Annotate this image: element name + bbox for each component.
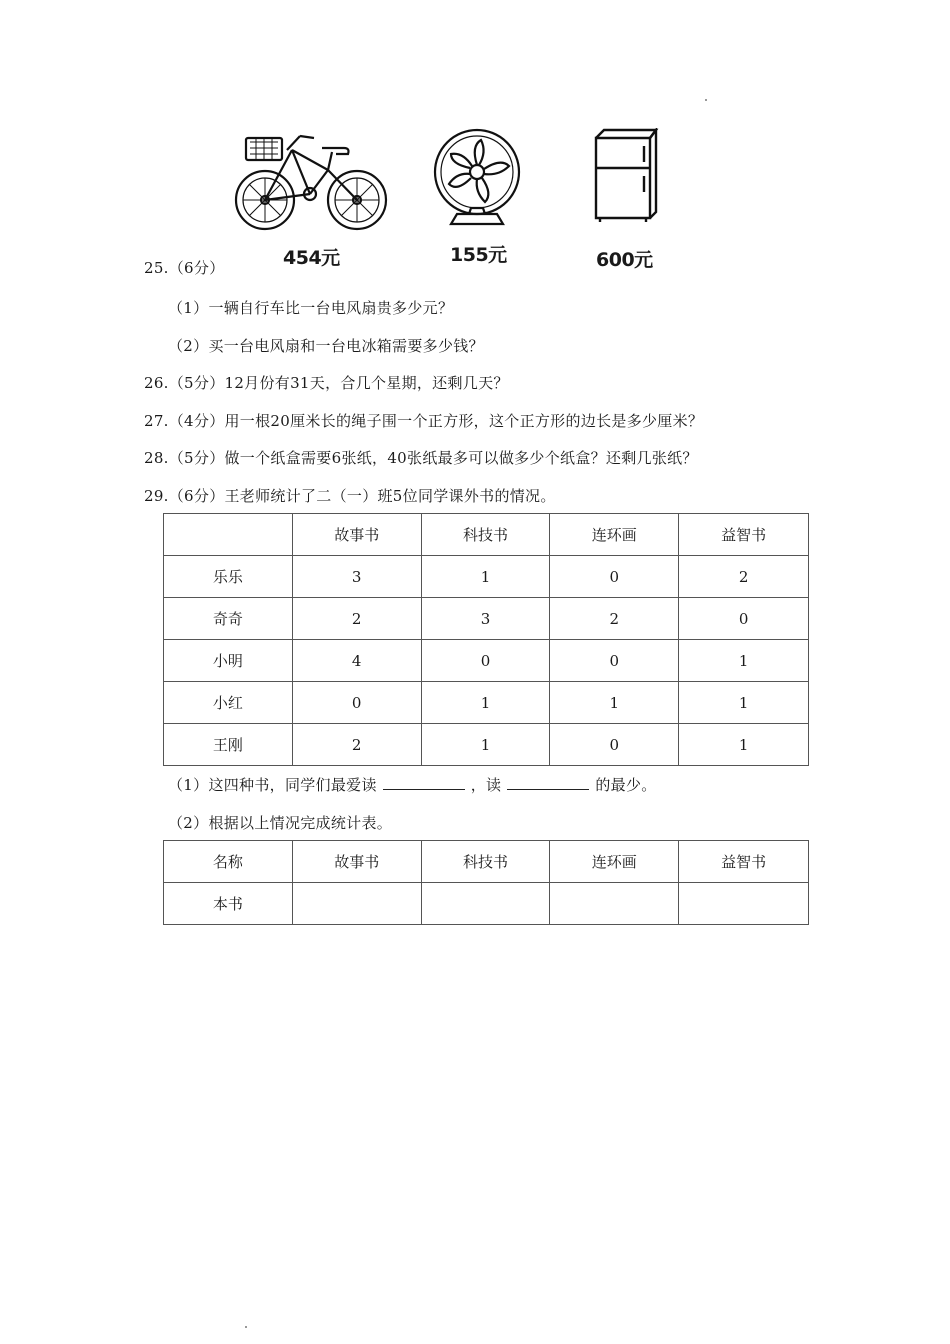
table-header-cell: 连环画 bbox=[550, 841, 679, 883]
table-header-cell bbox=[164, 514, 293, 556]
table-cell: 1 bbox=[421, 724, 550, 766]
table-row bbox=[164, 682, 809, 724]
refrigerator-price: 600元 bbox=[596, 249, 653, 271]
q29-sub1-text-a: （1）这四种书，同学们最爱读 bbox=[168, 776, 377, 794]
table-cell: 小明 bbox=[164, 640, 293, 682]
table-cell: 0 bbox=[421, 640, 550, 682]
book-survey-table bbox=[163, 513, 809, 766]
table-cell: 3 bbox=[292, 556, 421, 598]
answer-cell[interactable] bbox=[421, 883, 550, 925]
q29-sub1-text-b: ，读 bbox=[470, 776, 502, 794]
answer-cell[interactable] bbox=[679, 883, 809, 925]
answer-blank-least[interactable] bbox=[507, 775, 589, 790]
table-header-cell: 故事书 bbox=[292, 514, 421, 556]
table-header-cell: 连环画 bbox=[550, 514, 679, 556]
table-row bbox=[164, 556, 809, 598]
table-cell: 2 bbox=[292, 598, 421, 640]
q25-header: 25.（6分） bbox=[144, 259, 225, 277]
table-cell: 2 bbox=[550, 598, 679, 640]
statistics-table bbox=[163, 840, 809, 925]
table-cell: 0 bbox=[550, 640, 679, 682]
table-row-label: 本书 bbox=[164, 883, 293, 925]
q29-subquestion-1 bbox=[168, 775, 657, 795]
bicycle-price: 454元 bbox=[283, 247, 340, 269]
table-cell: 1 bbox=[679, 682, 809, 724]
q28-text: 28.（5分）做一个纸盒需要6张纸，40张纸最多可以做多少个纸盒？还剩几张纸？ bbox=[144, 449, 698, 467]
q25-subquestion-1: （1）一辆自行车比一台电风扇贵多少元？ bbox=[168, 299, 454, 317]
q27-text: 27.（4分）用一根20厘米长的绳子围一个正方形，这个正方形的边长是多少厘米？ bbox=[144, 412, 704, 430]
table-row bbox=[164, 640, 809, 682]
table-cell: 1 bbox=[679, 640, 809, 682]
q29-subquestion-2: （2）根据以上情况完成统计表。 bbox=[168, 814, 393, 832]
table-cell: 1 bbox=[421, 556, 550, 598]
bicycle-icon bbox=[232, 128, 392, 234]
scan-dot bbox=[245, 1326, 247, 1328]
table-cell: 1 bbox=[421, 682, 550, 724]
table-header-cell: 科技书 bbox=[421, 841, 550, 883]
q29-sub1-text-c: 的最少。 bbox=[595, 776, 657, 794]
table-cell: 2 bbox=[679, 556, 809, 598]
table-cell: 0 bbox=[550, 556, 679, 598]
fan-price: 155元 bbox=[450, 244, 507, 266]
table-cell: 0 bbox=[292, 682, 421, 724]
q26-text: 26.（5分）12月份有31天，合几个星期，还剩几天？ bbox=[144, 374, 509, 392]
answer-blank-most[interactable] bbox=[383, 775, 465, 790]
refrigerator-icon bbox=[590, 128, 662, 224]
table-row bbox=[164, 883, 809, 925]
q25-subquestion-2: （2）买一台电风扇和一台电冰箱需要多少钱？ bbox=[168, 337, 484, 355]
table-row bbox=[164, 724, 809, 766]
answer-cell[interactable] bbox=[292, 883, 421, 925]
table-header-cell: 科技书 bbox=[421, 514, 550, 556]
table-cell: 1 bbox=[550, 682, 679, 724]
table-cell: 1 bbox=[679, 724, 809, 766]
table-cell: 0 bbox=[679, 598, 809, 640]
table-header-cell: 益智书 bbox=[679, 841, 809, 883]
electric-fan-icon bbox=[431, 128, 523, 228]
table-cell: 奇奇 bbox=[164, 598, 293, 640]
table-cell: 3 bbox=[421, 598, 550, 640]
table-cell: 乐乐 bbox=[164, 556, 293, 598]
table-header-row bbox=[164, 514, 809, 556]
q29-header: 29.（6分）王老师统计了二（一）班5位同学课外书的情况。 bbox=[144, 487, 556, 505]
table-cell: 4 bbox=[292, 640, 421, 682]
table-cell: 小红 bbox=[164, 682, 293, 724]
table-cell: 0 bbox=[550, 724, 679, 766]
answer-cell[interactable] bbox=[550, 883, 679, 925]
table-row bbox=[164, 598, 809, 640]
table-header-cell: 故事书 bbox=[292, 841, 421, 883]
table-header-cell: 名称 bbox=[164, 841, 293, 883]
table-cell: 王刚 bbox=[164, 724, 293, 766]
scan-dot bbox=[705, 99, 707, 101]
table-cell: 2 bbox=[292, 724, 421, 766]
table-header-cell: 益智书 bbox=[679, 514, 809, 556]
table-header-row bbox=[164, 841, 809, 883]
